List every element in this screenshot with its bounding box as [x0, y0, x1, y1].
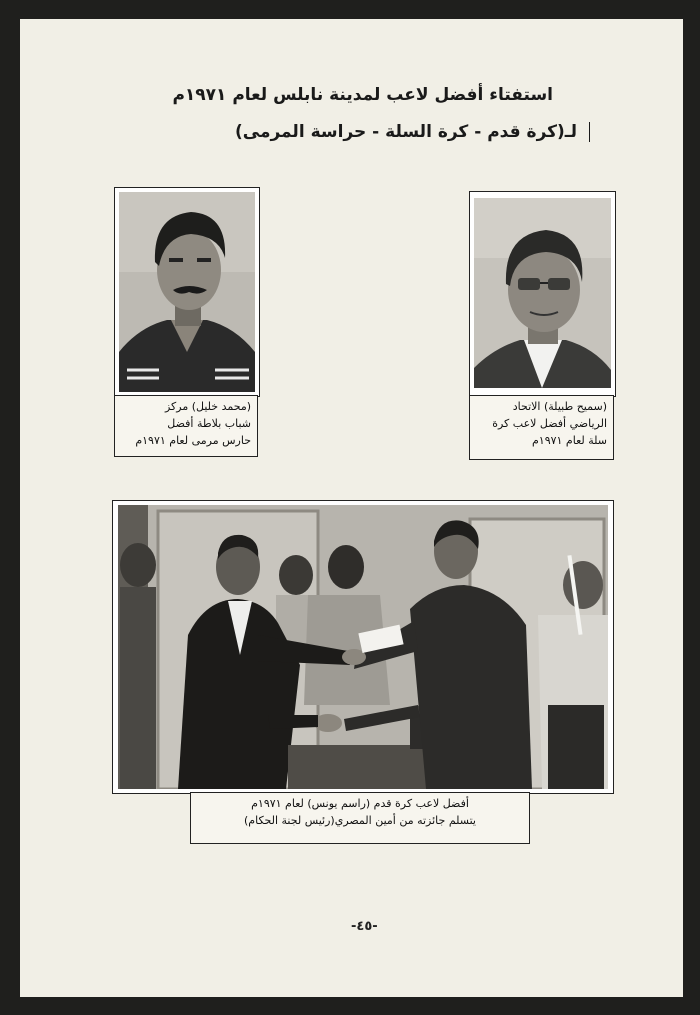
- document-page: [20, 19, 683, 997]
- page-number: -٤٥-: [351, 919, 378, 934]
- left-portrait-frame: [114, 187, 260, 397]
- right-portrait-photo: [474, 198, 611, 388]
- caption-line: (محمد خليل) مركز: [164, 400, 251, 413]
- left-portrait-caption: [114, 395, 258, 457]
- award-photo-caption: [190, 792, 530, 844]
- caption-line: حارس مرمى لعام ١٩٧١م: [135, 434, 251, 447]
- caption-line: أفضل لاعب كرة قدم (راسم يونس) لعام ١٩٧١م: [251, 797, 469, 810]
- page-subtitle: لـ(كرة قدم - كرة السلة - حراسة المرمى): [235, 122, 590, 142]
- page-title: استفتاء أفضل لاعب لمدينة نابلس لعام ١٩٧١م: [172, 85, 553, 105]
- award-photo: [118, 505, 608, 789]
- caption-line: (سميح طبيلة) الاتحاد: [512, 400, 607, 413]
- caption-line: شباب بلاطة أفضل: [167, 417, 251, 430]
- caption-line: يتسلم جائزته من أمين المصري(رئيس لجنة الحكام): [244, 814, 476, 827]
- caption-line: سلة لعام ١٩٧١م: [531, 434, 607, 447]
- left-portrait-photo: [119, 192, 255, 392]
- right-portrait-caption: [469, 395, 614, 460]
- right-portrait-frame: [469, 191, 616, 397]
- award-photo-frame: [112, 500, 614, 794]
- caption-line: الرياضي أفضل لاعب كرة: [492, 417, 607, 430]
